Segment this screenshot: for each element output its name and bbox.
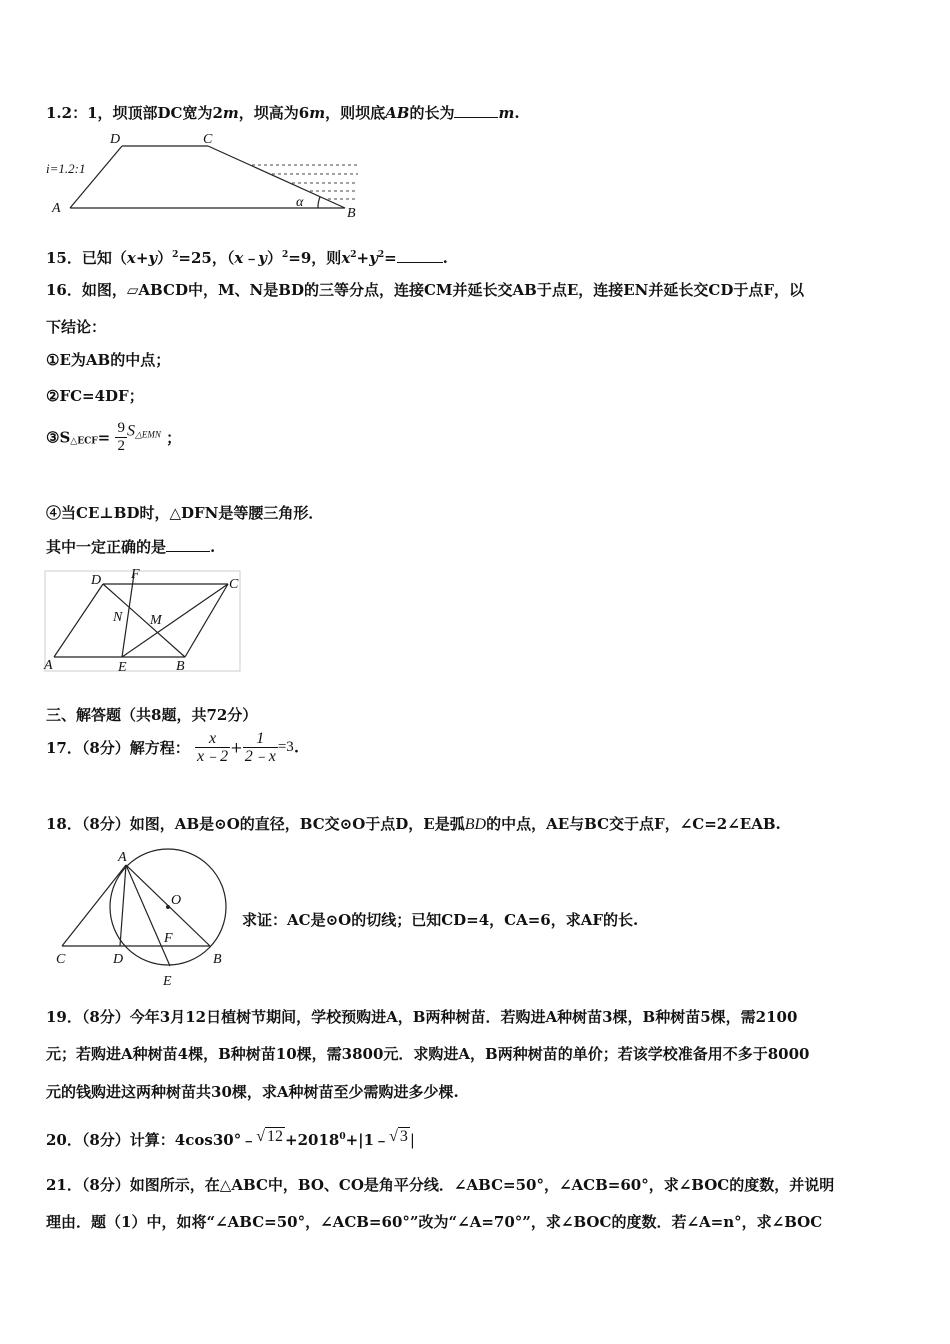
q16-line1: 16．如图，▱ABCD中，M、N是BD的三等分点，连接CM并延长交AB于点E，连接EN并延长交CD于点F，以 [46,281,804,299]
q19-line3: 元的钱购进这两种树苗共30棵，求A种树苗至少需购进多少棵. [46,1083,459,1101]
q20-text: 20．（8分）计算：4cos30°﹣√ $12 +2018^0+|1﹣√$ 3 | [46,1128,415,1149]
label-alpha: α [296,195,304,210]
side-ad [54,584,103,657]
q16-conclusion-1: ①E为AB的中点； [46,351,171,369]
dam-slope-ad [70,146,122,208]
segment-ae [126,865,170,966]
q16-conclusion-2: ②FC=4DF； [46,387,144,405]
q14-text: 1.2：1，坝顶部DC宽为2m，坝高为6m，则坝底AB的长为 m. [46,104,520,122]
label-C: C [203,132,213,147]
angle-arc [318,197,320,208]
label-E: E [163,974,172,989]
side-bc [185,584,228,657]
label-D: D [91,573,102,588]
label-F: F [131,567,140,582]
q18-prove: 求证：AC是⊙O的切线；已知CD=4，CA=6，求AF的长. [242,911,639,929]
label-A: A [118,850,127,865]
q19-line2: 元；若购进A种树苗4棵，B种树苗10棵，需3800元．求购进A，B两种树苗的单价；若该学校准备用不多于8000 [46,1045,810,1063]
label-D: D [113,952,124,967]
q19-line1: 19．（8分）今年3月12日植树节期间，学校预购进A，B两种树苗．若购进A种树苗3棵，B种树苗5棵，需2100 [46,1008,798,1026]
label-A: A [52,201,61,216]
label-B: B [176,659,185,674]
label-C: C [56,952,66,967]
dam-slope-cb [208,146,345,208]
q17-text: 17．（8分）解方程： $\frac{x}{x﹣2}$ + $\frac{1}{2﹣x}$ =3. [46,730,300,765]
answer-blank [454,105,498,118]
q21-line2: 理由．题（1）中，如将“∠ABC=50°，∠ACB=60°”改为“∠A=70°”，求∠BOC的度数．若∠A=n°，求∠BOC [46,1213,823,1231]
q15-text: 15．已知$(x+y)^2=25$，（x﹣y）$^2$=9，则$x^2+y^2=$ . [46,249,448,267]
chord-ad [120,865,126,946]
circle-figure [50,845,240,991]
label-C: C [229,577,239,592]
label-E: E [118,660,127,674]
segment-ef [122,574,134,657]
parallelogram-figure [40,566,250,674]
slope-ratio: i=1.2:1 [46,161,86,176]
label-B: B [213,952,222,967]
dam-figure [40,128,370,220]
label-B: B [347,206,356,220]
segment-ce [122,584,228,657]
q16-conclusion-3: $③S_{\triangle ECF}=$ $\frac{9}{2}$ $S_{\triangle EMN}$ ； [46,420,182,454]
center-dot [166,905,170,909]
label-N: N [113,610,123,625]
section-title: 三、解答题（共8题，共72分） [46,706,258,724]
label-A: A [44,658,53,673]
water-lines [252,165,358,199]
q16-conclusion-4: ④当CE⊥BD时，△DFN是等腰三角形． [46,504,324,522]
q18-text: 18．（8分）如图，AB是⊙O的直径，BC交⊙O于点D，E是弧BD的中点，AE与BC交于点F，∠C=2∠EAB. [46,815,781,833]
answer-blank [166,539,210,552]
q16-ask: 其中一定正确的是 . [46,538,216,556]
q16-line2: 下结论： [46,318,107,336]
answer-blank [397,250,443,263]
label-M: M [150,613,162,628]
label-O: O [171,893,182,908]
q21-line1: 21．（8分）如图所示，在△ABC中，BO、CO是角平分线．∠ABC=50°，∠ACB=60°，求∠BOC的度数，并说明 [46,1176,835,1194]
label-D: D [110,132,121,147]
label-F: F [164,931,173,946]
